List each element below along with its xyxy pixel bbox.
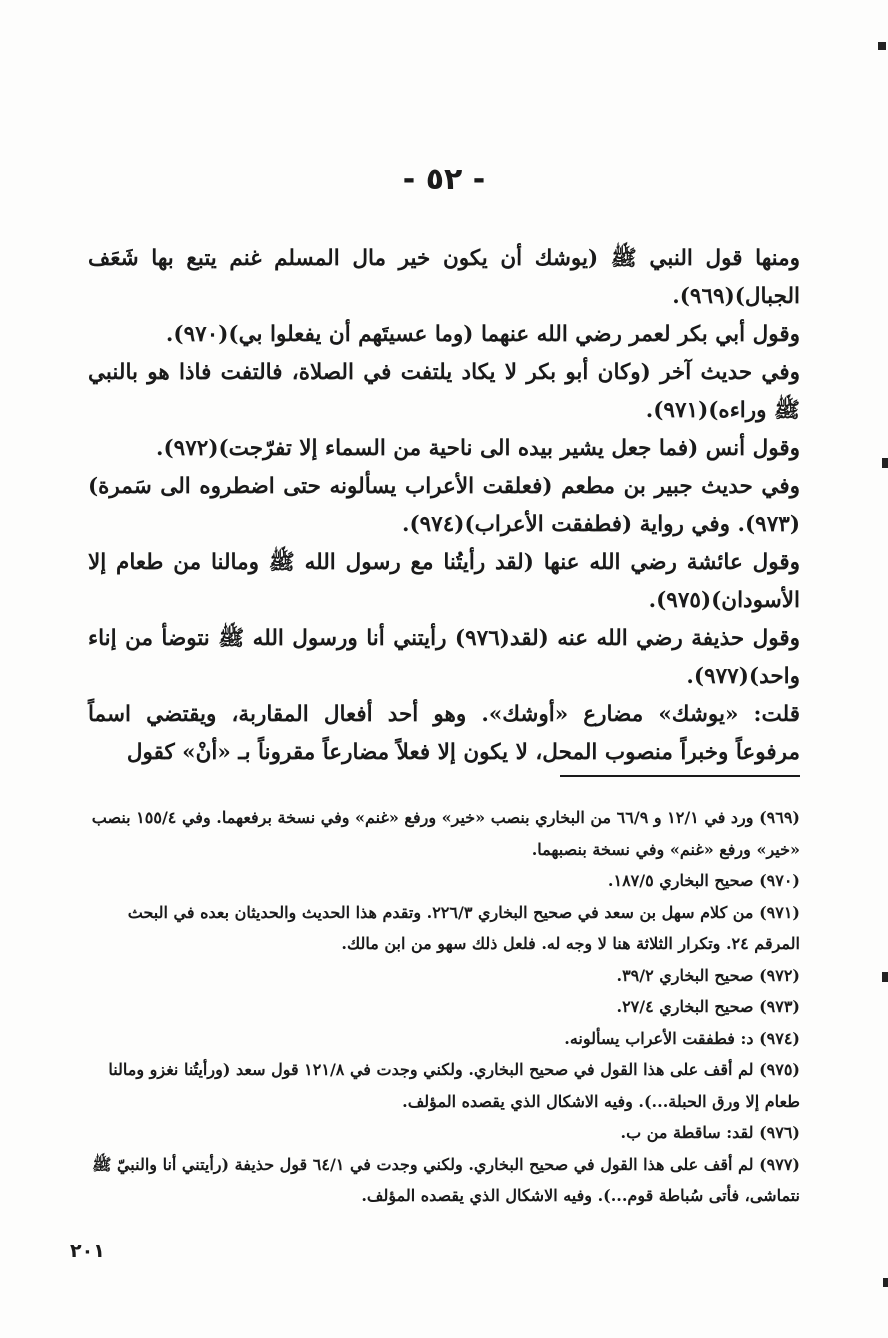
paragraph: وقول حذيفة رضي الله عنه (لقد(٩٧٦) رأيتني أنا ورسول الله ﷺ نتوضأ من إناء واحد)(٩٧٧). (88, 626, 800, 689)
footnote: (٩٧٦) لقد: ساقطة من ب. (620, 1123, 800, 1142)
footnotes (88, 802, 800, 1212)
footnote: (٩٧٥) لم أقف على هذا القول في صحيح البخاري. ولكني وجدت في ١٢١/٨ قول سعد (ورأيتُنا نغزو ومالنا طعام إلا ورق الحبلة...). وفيه الاشكال الذي يقصده المؤلف. (108, 1060, 800, 1111)
paragraph: وقول أنس (فما جعل يشير بيده الى ناحية من السماء إلا تفرّجت)(٩٧٢). (156, 436, 800, 461)
footnote: (٩٧٤) د: فطفقت الأعراب يسألونه. (564, 1028, 800, 1048)
paragraph: وفي حديث جبير بن مطعم (فعلقت الأعراب يسألونه حتى اضطروه الى سَمرة)(٩٧٣). وفي رواية (فطفقت الأعراب)(٩٧٤). (88, 474, 800, 537)
section-number: - ٥٢ - (402, 162, 486, 197)
paragraph: وقول عائشة رضي الله عنها (لقد رأيتُنا مع رسول الله ﷺ ومالنا من طعام إلا الأسودان)(٩٧٥). (88, 550, 800, 613)
edge-mark-right-bottom (883, 1278, 888, 1287)
main-text (88, 240, 800, 772)
paragraph: وقول أبي بكر لعمر رضي الله عنهما (وما عسيتَهم أن يفعلوا بي)(٩٧٠). (165, 322, 800, 347)
edge-mark-top-right (878, 42, 886, 50)
paragraph: ومنها قول النبي ﷺ (يوشك أن يكون خير مال المسلم غنم يتبع بها شَعَف الجبال)(٩٦٩). (88, 246, 800, 309)
footnote: (٩٧١) من كلام سهل بن سعد في صحيح البخاري ٢٢٦/٣. وتقدم هذا الحديث والحديثان بعده في البحث المرقم ٢٤. وتكرار الثلاثة هنا لا وجه له. فلعل ذلك سهو من ابن مالك. (127, 902, 800, 953)
edge-mark-right-middle (882, 458, 888, 468)
footnote: (٩٧٢) صحيح البخاري ٣٩/٢. (616, 965, 800, 985)
footnote: (٩٧٠) صحيح البخاري ١٨٧/٥. (607, 871, 800, 890)
footnote: (٩٦٩) ورد في ١٢/١ و ٦٦/٩ من البخاري بنصب «خير» ورفع «غنم» وفي نسخة برفعهما. وفي ١٥٥/٤ بنصب «خير» ورفع «غنم» وفي نسخة بنصبهما. (91, 808, 800, 859)
edge-mark-right-lower (882, 972, 888, 982)
footnote-divider (560, 775, 800, 777)
page-number: ٢٠١ (70, 1240, 105, 1262)
footnote: (٩٧٧) لم أقف على هذا القول في صحيح البخاري. ولكني وجدت في ٦٤/١ قول حذيفة (رأيتني أنا والنبيّ ﷺ نتماشى، فأتى سُباطة قوم...). وفيه الاشكال الذي يقصده المؤلف. (92, 1154, 800, 1205)
paragraph: وفي حديث آخر (وكان أبو بكر لا يكاد يلتفت في الصلاة، فالتفت فاذا هو بالنبي ﷺ وراءه)(٩٧١). (88, 360, 800, 423)
footnote: (٩٧٣) صحيح البخاري ٢٧/٤. (616, 997, 800, 1016)
paragraph: قلت: «يوشك» مضارع «أوشك». وهو أحد أفعال المقاربة، ويقتضي اسماً مرفوعاً وخبراً منصوب المحل، لا يكون إلا فعلاً مضارعاً مقروناً بـ «أنْ» كقول (88, 702, 800, 765)
